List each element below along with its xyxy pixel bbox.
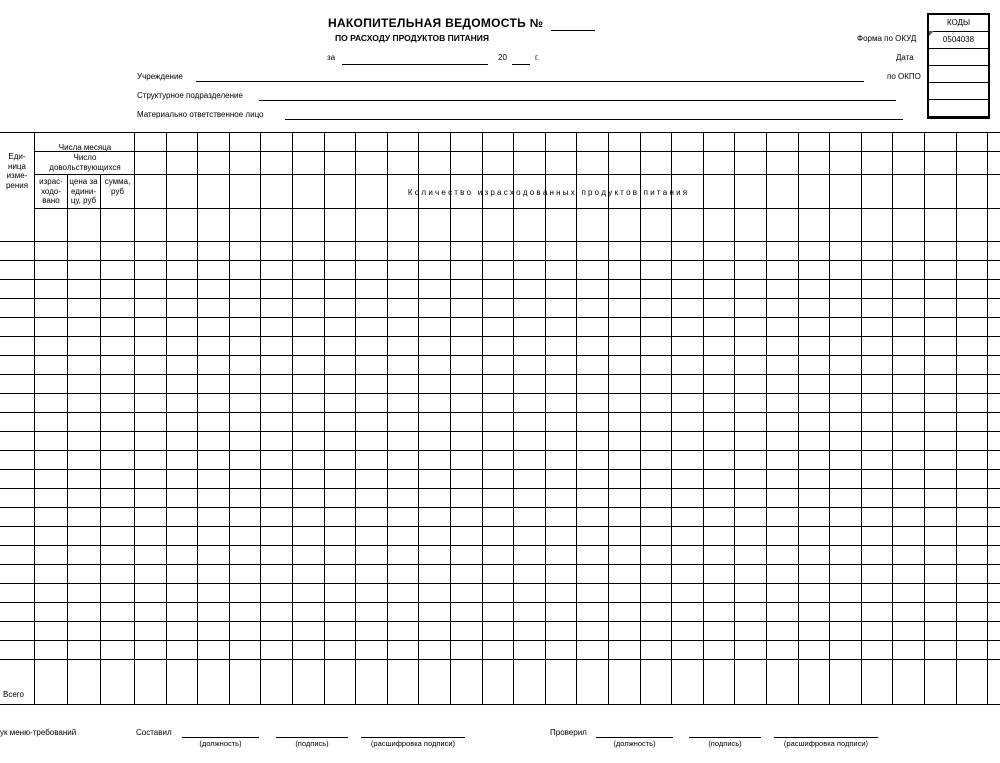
table-row-line xyxy=(0,526,1000,527)
price-col-line xyxy=(100,174,101,704)
table-top-border xyxy=(0,132,1000,133)
table-row-line xyxy=(0,488,1000,489)
compiled-label: Составил xyxy=(136,728,172,737)
day-col-line xyxy=(355,132,356,704)
day-col-line xyxy=(671,132,672,704)
day-col-line xyxy=(229,132,230,704)
day-col-line xyxy=(482,132,483,704)
checked-decode-line[interactable] xyxy=(774,737,878,738)
table-row-line xyxy=(0,355,1000,356)
day-col-line xyxy=(197,132,198,704)
okud-code-cell[interactable]: 0504038 xyxy=(929,32,988,49)
table-row-line xyxy=(0,621,1000,622)
unit-header: Еди- ница изме- рения xyxy=(5,152,29,190)
day-col-line xyxy=(703,132,704,704)
count-header: Число довольствующихся xyxy=(49,153,121,172)
day-col-line xyxy=(608,132,609,704)
day-col-line xyxy=(987,132,988,704)
table-row-line xyxy=(0,545,1000,546)
code-cell-5[interactable] xyxy=(929,100,988,117)
compiled-position-caption: (должность) xyxy=(199,739,242,748)
table-row-line xyxy=(0,298,1000,299)
unit-col-line xyxy=(34,132,35,704)
responsible-label: Материально ответственное лицо xyxy=(137,110,264,119)
table-bottom-border xyxy=(0,704,1000,705)
code-cell-4[interactable] xyxy=(929,83,988,100)
spent-header: израс- ходо- вано xyxy=(39,177,63,205)
day-col-line xyxy=(734,132,735,704)
compiled-signature-line[interactable] xyxy=(276,737,348,738)
year-prefix: 20 xyxy=(498,53,507,62)
compiled-signature-caption: (подпись) xyxy=(295,739,329,748)
day-col-line xyxy=(861,132,862,704)
table-row-line xyxy=(0,260,1000,261)
checked-decode-caption: (расшифровка подписи) xyxy=(783,739,869,748)
day-col-line xyxy=(387,132,388,704)
menu-requests-label: ук меню-требований xyxy=(0,728,77,737)
institution-line[interactable] xyxy=(196,81,864,82)
day-col-line xyxy=(576,132,577,704)
table-row-line xyxy=(0,317,1000,318)
spent-col-line xyxy=(67,174,68,704)
table-row-line xyxy=(0,450,1000,451)
day-col-line xyxy=(166,132,167,704)
table-row-line xyxy=(0,469,1000,470)
day-col-line xyxy=(324,132,325,704)
date-label: Дата xyxy=(896,53,914,62)
table-row-line xyxy=(0,640,1000,641)
table-row-line xyxy=(0,564,1000,565)
day-col-line xyxy=(798,132,799,704)
year-line[interactable] xyxy=(512,64,530,65)
okpo-label: по ОКПО xyxy=(887,72,921,81)
days-row-line xyxy=(34,151,1000,152)
day-col-line xyxy=(640,132,641,704)
okpo-code-cell[interactable] xyxy=(929,66,988,83)
document-subtitle: ПО РАСХОДУ ПРОДУКТОВ ПИТАНИЯ xyxy=(335,33,489,43)
compiled-position-line[interactable] xyxy=(182,737,259,738)
table-row-line xyxy=(0,602,1000,603)
day-col-line xyxy=(956,132,957,704)
day-col-line xyxy=(829,132,830,704)
period-prefix: за xyxy=(327,53,336,62)
day-col-line xyxy=(545,132,546,704)
compiled-decode-caption: (расшифровка подписи) xyxy=(370,739,456,748)
header-bottom-line xyxy=(34,208,1000,209)
form-okud-label: Форма по ОКУД xyxy=(857,34,917,43)
date-code-cell[interactable] xyxy=(929,49,988,66)
department-line[interactable] xyxy=(259,100,896,101)
count-row-line xyxy=(34,174,1000,175)
responsible-line[interactable] xyxy=(285,119,903,120)
day-col-line xyxy=(513,132,514,704)
compiled-decode-line[interactable] xyxy=(361,737,465,738)
table-row-line xyxy=(0,336,1000,337)
table-row-line xyxy=(0,431,1000,432)
total-label: Всего xyxy=(3,690,24,699)
day-col-line xyxy=(766,132,767,704)
document-number-line[interactable] xyxy=(551,30,595,31)
institution-label: Учреждение xyxy=(137,72,183,81)
table-row-line xyxy=(0,659,1000,660)
table-row-line xyxy=(0,412,1000,413)
day-col-line xyxy=(892,132,893,704)
codes-heading: КОДЫ xyxy=(929,15,988,32)
products-header: К о л и ч е с т в о и з р а с х о д о в а н н ы х п р о д у к т о в п и т а н и я xyxy=(407,188,688,197)
checked-position-caption: (должность) xyxy=(613,739,656,748)
table-row-line xyxy=(0,279,1000,280)
period-line[interactable] xyxy=(342,64,488,65)
table-row-line xyxy=(0,393,1000,394)
table-row-line xyxy=(0,374,1000,375)
document-title: НАКОПИТЕЛЬНАЯ ВЕДОМОСТЬ № xyxy=(328,16,544,30)
department-label: Структурное подразделение xyxy=(137,91,243,100)
checked-signature-line[interactable] xyxy=(689,737,761,738)
checked-label: Проверил xyxy=(550,728,587,737)
day-col-line xyxy=(260,132,261,704)
table-row-line xyxy=(0,583,1000,584)
days-header: Числа месяца xyxy=(58,143,112,152)
header-end-line xyxy=(0,241,1000,242)
codes-box xyxy=(927,13,990,119)
year-suffix: г. xyxy=(535,53,540,62)
day-col-line xyxy=(924,132,925,704)
day-col-line xyxy=(450,132,451,704)
cell-marker-icon xyxy=(929,31,934,36)
sum-col-line xyxy=(134,132,135,704)
checked-position-line[interactable] xyxy=(596,737,673,738)
consumption-table xyxy=(0,132,1000,704)
price-header: цена за едини- цу, руб xyxy=(69,177,98,205)
sum-header: сумма, руб xyxy=(104,177,131,196)
table-row-line xyxy=(0,507,1000,508)
checked-signature-caption: (подпись) xyxy=(708,739,742,748)
day-col-line xyxy=(292,132,293,704)
day-col-line xyxy=(418,132,419,704)
